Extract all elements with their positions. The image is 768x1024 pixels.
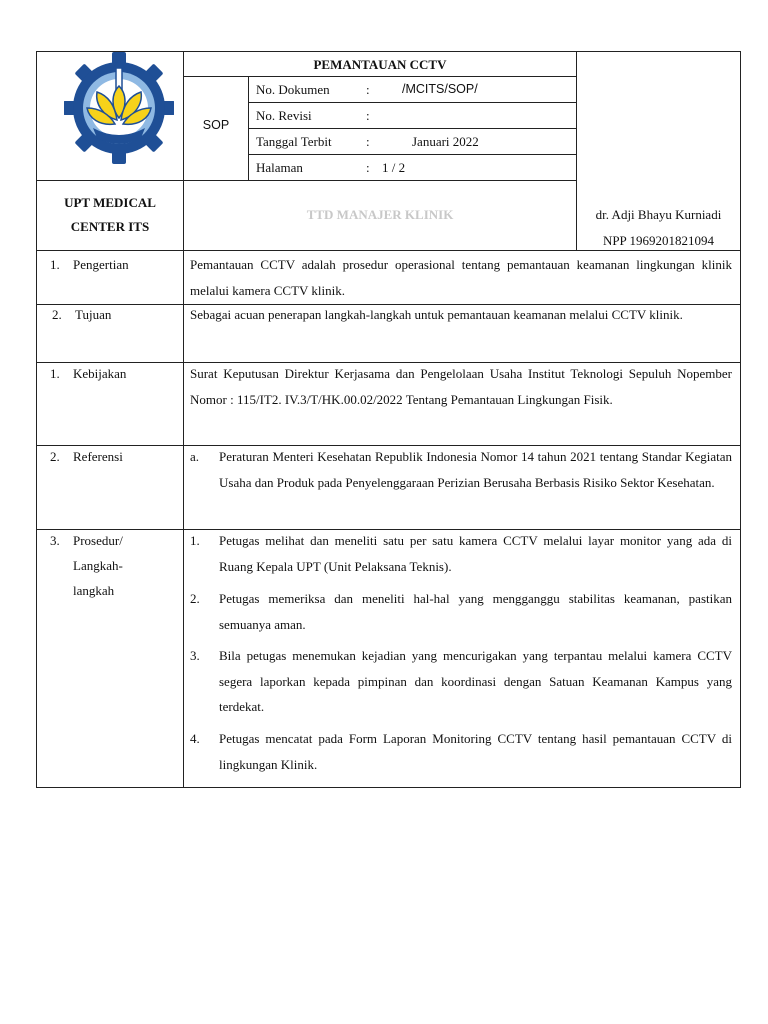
field-label: No. Revisi <box>256 108 312 123</box>
section-number: 1. <box>50 366 60 381</box>
list-text: Petugas melihat dan meneliti satu per satu kamera CCTV melalui layar monitor yang ada di Ruang Kepala UPT (Unit Pelaksana Teknis). <box>219 533 732 574</box>
list-text: Bila petugas menemukan kejadian yang mencurigakan yang terpantau melalui kamera CCTV segera laporkan kepada pimpinan dan koordinasi dengan Satuan Keamanan Kampus yang terdekat. <box>219 648 732 714</box>
org-name-line2: CENTER ITS <box>70 219 150 234</box>
field-label: Tanggal Terbit <box>256 134 332 149</box>
signer-id: NPP 1969201821094 <box>602 233 715 248</box>
doc-type-label: SOP <box>202 118 230 132</box>
field-value: /MCITS/SOP/ <box>402 82 478 96</box>
list-marker: 4. <box>190 731 200 746</box>
list-item <box>190 726 732 778</box>
field-label: No. Dokumen <box>256 82 330 97</box>
section-number: 2. <box>50 449 60 464</box>
section-label: Tujuan <box>75 307 112 322</box>
list-marker: a. <box>190 449 200 464</box>
its-logo <box>64 52 174 167</box>
section-label: Pengertian <box>73 257 129 272</box>
field-sep: : <box>366 108 370 123</box>
field-value: Januari 2022 <box>412 134 479 149</box>
list-marker: 3. <box>190 648 200 663</box>
list-item <box>190 586 732 638</box>
list-text: Peraturan Menteri Kesehatan Republik Indonesia Nomor 14 tahun 2021 tentang Standar Kegiatan Usaha dan Produk pada Penyelenggaraan Perizian Berusaha Berbasis Risiko Sektor Kesehatan. <box>219 449 732 490</box>
list-text: Petugas mencatat pada Form Laporan Monitoring CCTV tentang hasil pemantauan CCTV di lingkungan Klinik. <box>219 731 732 772</box>
section-number: 3. <box>50 533 60 548</box>
field-sep: : <box>366 134 370 149</box>
signature-placeholder: TTD MANAJER KLINIK <box>306 207 454 222</box>
section-text: Sebagai acuan penerapan langkah-langkah untuk pemantauan keamanan melalui CCTV klinik. <box>190 307 683 322</box>
field-label: Halaman <box>256 160 303 175</box>
field-sep: : <box>366 82 370 97</box>
field-sep: : <box>366 160 370 175</box>
list-item <box>190 528 732 580</box>
section-label: Referensi <box>73 449 123 464</box>
org-name-line1: UPT MEDICAL <box>64 195 156 210</box>
list-text: Petugas memeriksa dan meneliti hal-hal yang mengganggu stabilitas keamanan, pastikan semuanya aman. <box>219 591 732 632</box>
section-text: Surat Keputusan Direktur Kerjasama dan Pengelolaan Usaha Institut Teknologi Sepuluh Nopember Nomor : 115/IT2. IV.3/T/HK.00.02/2022 Tentang Pemantauan Lingkungan Fisik. <box>190 366 732 407</box>
section-number: 2. <box>52 307 62 322</box>
list-marker: 1. <box>190 533 200 548</box>
section-text: Pemantauan CCTV adalah prosedur operasional tentang pemantauan keamanan lingkungan klinik melalui kamera CCTV klinik. <box>190 257 732 298</box>
section-number: 1. <box>50 257 60 272</box>
list-item <box>190 444 732 524</box>
list-item <box>190 643 732 721</box>
list-marker: 2. <box>190 591 200 606</box>
section-label: Kebijakan <box>73 366 127 381</box>
doc-title: PEMANTAUAN CCTV <box>313 57 447 72</box>
section-label-line2: Langkah- <box>73 558 123 573</box>
field-value: 1 / 2 <box>382 160 406 175</box>
section-label-line1: Prosedur/ <box>73 533 123 548</box>
section-label-line3: langkah <box>73 583 115 598</box>
signer-name: dr. Adji Bhayu Kurniadi <box>595 207 722 222</box>
